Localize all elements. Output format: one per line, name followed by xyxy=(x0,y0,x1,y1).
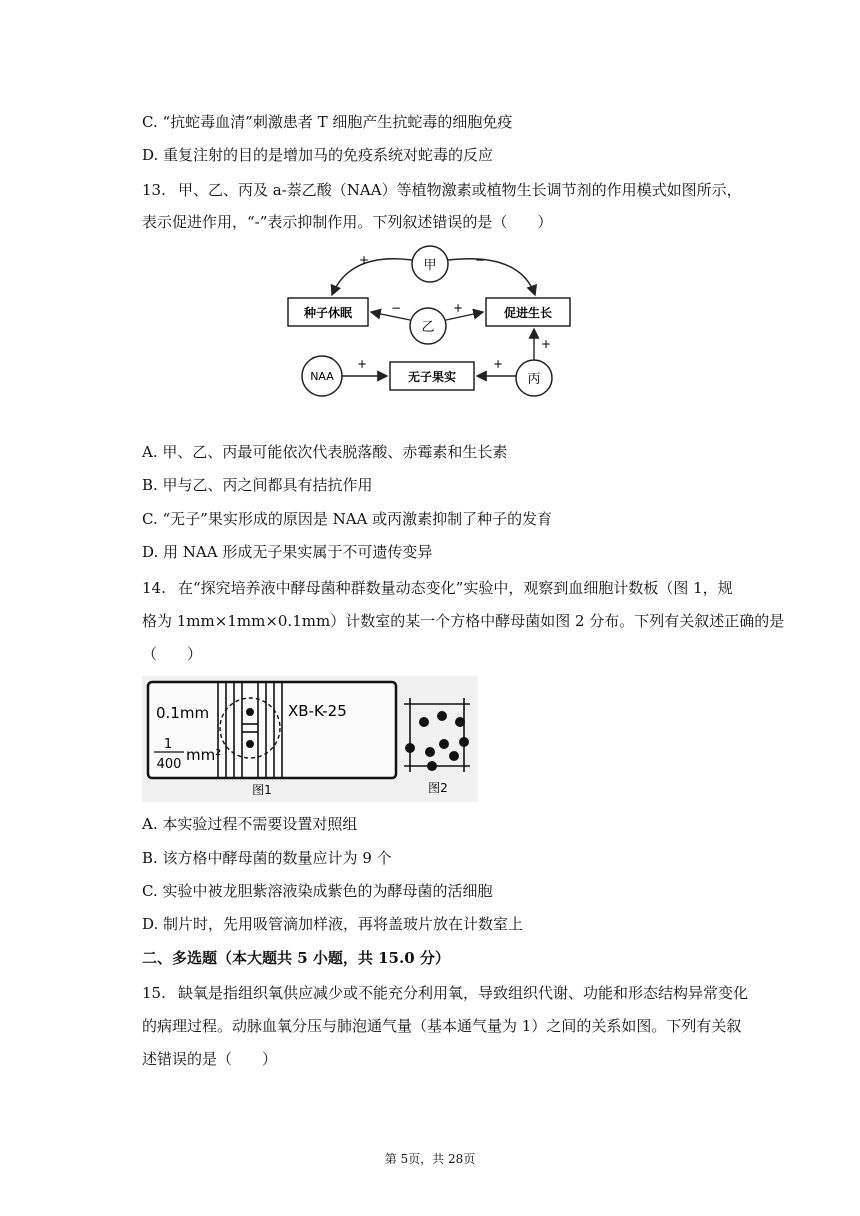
bing-fruit-sign: + xyxy=(492,357,504,371)
jia-growth-sign: − xyxy=(474,253,486,267)
grid-mark-top xyxy=(246,708,254,716)
jia-to-dormancy-arrow xyxy=(332,259,412,295)
q13-option-b: B. 甲与乙、丙之间都具有拮抗作用 xyxy=(142,476,373,494)
area-fraction-numerator: 1 xyxy=(163,737,173,752)
q14-stem-text1: 在“探究培养液中酵母菌种群数量动态变化”实验中，观察到血细胞计数板（图 1，规 xyxy=(178,579,733,597)
q13-stem-line1 xyxy=(142,180,742,200)
q13-option-a: A. 甲、乙、丙最可能依次代表脱落酸、赤霉素和生长素 xyxy=(142,443,508,461)
q15-stem-line2: 的病理过程。动脉血氧分压与肺泡通气量（基本通气量为 1）之间的关系如图。下列有关叙 xyxy=(142,1017,742,1035)
q15-number: 15. xyxy=(142,984,166,1002)
bing-growth-sign: + xyxy=(540,337,552,351)
counting-chamber-figure xyxy=(142,676,478,802)
q15-stem-line3: 述错误的是（ ） xyxy=(142,1050,278,1068)
q14-option-d: D. 制片时，先用吸管滴加样液，再将盖玻片放在计数室上 xyxy=(142,915,524,933)
q14-option-c: C. 实验中被龙胆紫溶液染成紫色的为酵母菌的活细胞 xyxy=(142,882,493,900)
q13-stem-line2: 表示促进作用，“-”表示抑制作用。下列叙述错误的是（ ） xyxy=(142,213,553,231)
seedless-fruit-label: 无子果实 xyxy=(407,370,457,384)
q13-option-c: C. “无子”果实形成的原因是 NAA 或丙激素抑制了种子的发育 xyxy=(142,510,553,528)
model-label: XB-K-25 xyxy=(288,702,347,720)
q15-stem-text1: 缺氧是指组织氧供应减少或不能充分利用氧，导致组织代谢、功能和形态结构异常变化 xyxy=(178,984,749,1002)
hormone-diagram xyxy=(280,240,590,400)
naa-label: NAA xyxy=(310,370,334,383)
q14-stem-line1 xyxy=(142,578,733,598)
yi-label: 乙 xyxy=(421,320,435,335)
jia-to-growth-arrow xyxy=(448,259,535,295)
q13-stem-text1: 甲、乙、丙及 a-萘乙酸（NAA）等植物激素或植物生长调节剂的作用模式如图所示， xyxy=(178,181,742,199)
yi-dormancy-sign: − xyxy=(390,301,402,315)
area-unit: mm² xyxy=(186,746,222,764)
depth-label: 0.1mm xyxy=(156,704,210,722)
q15-stem-line1 xyxy=(142,983,748,1003)
area-fraction-denominator: 400 xyxy=(156,757,182,772)
q13-option-d: D. 用 NAA 形成无子果实属于不可遗传变异 xyxy=(142,543,433,561)
q14-stem-line3: （ ） xyxy=(142,645,203,663)
bing-label: 丙 xyxy=(527,372,541,387)
section-heading: 二、多选题（本大题共 5 小题，共 15.0 分） xyxy=(142,949,450,967)
q14-option-a: A. 本实验过程不需要设置对照组 xyxy=(142,815,358,833)
page-footer: 第 5页，共 28页 xyxy=(384,1152,476,1166)
jia-label: 甲 xyxy=(423,258,437,273)
q14-number: 14. xyxy=(142,579,166,597)
jia-dormancy-sign: + xyxy=(358,253,370,267)
fig1-caption: 图1 xyxy=(252,783,272,797)
q13-number: 13. xyxy=(142,181,166,199)
q14-stem-line2: 格为 1mm×1mm×0.1mm）计数室的某一个方格中酵母菌如图 2 分布。下列有关叙述正确的是 xyxy=(142,612,785,630)
q12-option-c: C. “抗蛇毒血清”刺激患者 T 细胞产生抗蛇毒的细胞免疫 xyxy=(142,113,513,131)
grid-mark-bottom xyxy=(246,740,254,748)
promote-growth-label: 促进生长 xyxy=(503,306,553,320)
q14-option-b: B. 该方格中酵母菌的数量应计为 9 个 xyxy=(142,849,392,867)
yi-growth-sign: + xyxy=(452,301,464,315)
q12-option-d: D. 重复注射的目的是增加马的免疫系统对蛇毒的反应 xyxy=(142,146,494,164)
yi-to-growth-arrow xyxy=(446,312,483,320)
seed-dormancy-label: 种子休眠 xyxy=(303,306,353,320)
fig2-caption: 图2 xyxy=(428,781,448,795)
naa-fruit-sign: + xyxy=(356,357,368,371)
